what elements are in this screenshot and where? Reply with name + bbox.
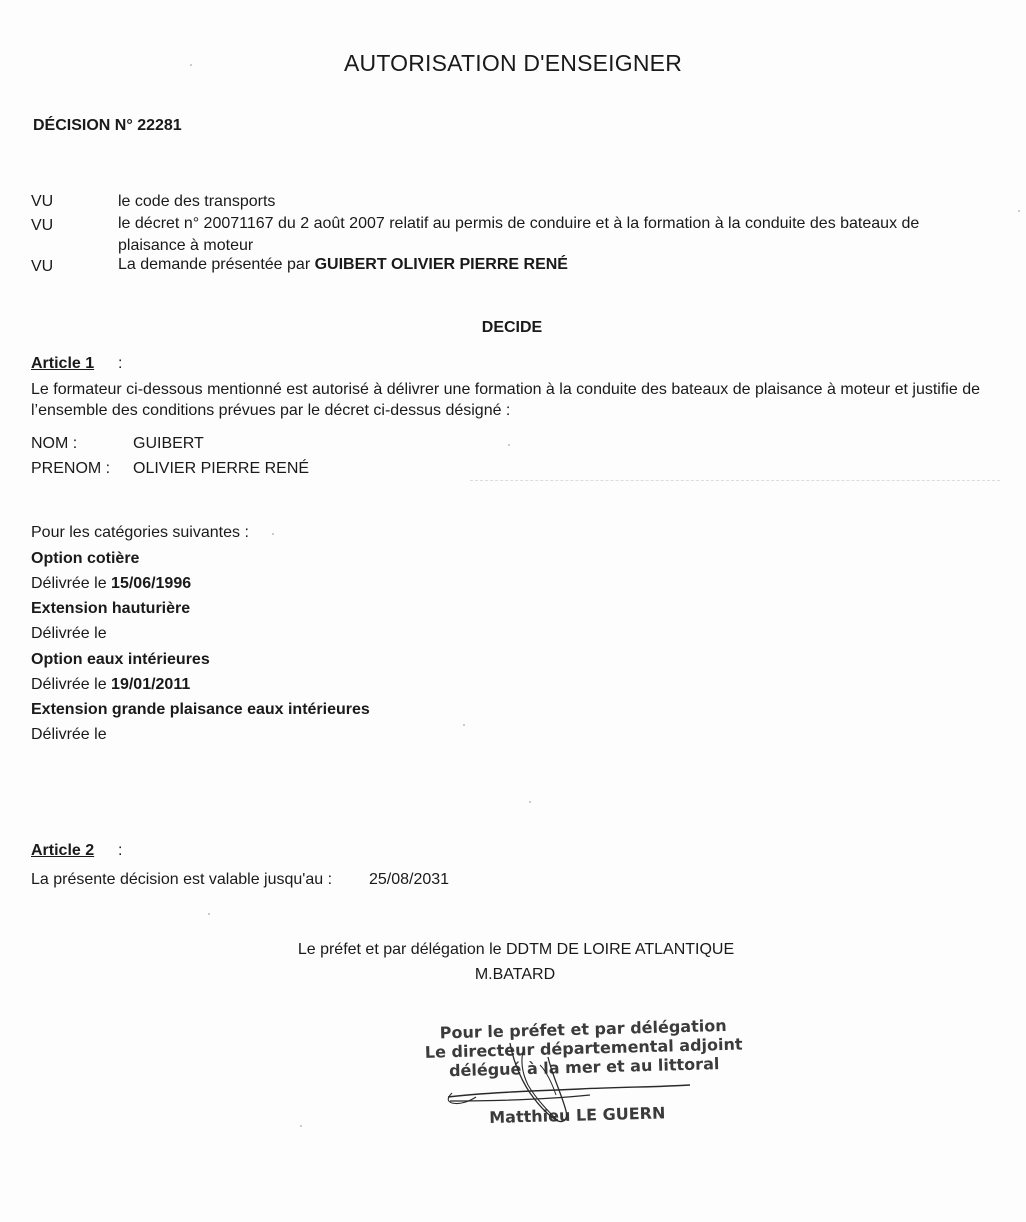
categories-intro: Pour les catégories suivantes : [31, 524, 249, 541]
stamp-line-2: Le directeur départemental adjoint [424, 1034, 743, 1062]
delivered-label: Délivrée le [31, 676, 107, 693]
article-1-label: Article 1 [31, 355, 95, 372]
scan-speck [208, 913, 210, 915]
article-1-colon: : [118, 355, 123, 372]
delivery-date: 19/01/2011 [111, 676, 191, 693]
prenom-value: OLIVIER PIERRE RENÉ [133, 460, 310, 477]
stamp-signatory-name: Matthieu LE GUERN [489, 1103, 666, 1127]
delivered-label: Délivrée le [31, 625, 107, 642]
validity-date: 25/08/2031 [369, 871, 450, 888]
category-name: Option eaux intérieures [31, 651, 210, 668]
stamp-line-1: Pour le préfet et par délégation [439, 1015, 727, 1043]
scan-speck [1018, 210, 1020, 212]
stamp-line-3: délégué à la mer et au littoral [448, 1054, 720, 1081]
scan-speck [463, 724, 465, 726]
signatory-line-2: M.BATARD [474, 966, 556, 983]
article-2-label: Article 2 [31, 842, 95, 859]
vu-text-1: le code des transports [118, 193, 276, 210]
vu-label-2: VU [31, 217, 54, 234]
document-title: AUTORISATION D'ENSEIGNER [343, 50, 683, 76]
delivery-date: 15/06/1996 [111, 575, 192, 592]
category-name: Extension grande plaisance eaux intérieures [31, 701, 370, 718]
scan-speck [272, 533, 274, 535]
nom-value: GUIBERT [133, 435, 204, 452]
category-delivery [31, 726, 107, 744]
article-1-paragraph: Le formateur ci-dessous mentionné est autorisé à délivrer une formation à la conduite des bateaux de plaisance à moteur et justifie de l’ensemble des conditions prévues par le décret ci-dessus désigné : [31, 381, 980, 419]
category-delivery [31, 625, 107, 643]
scan-speck [508, 444, 510, 446]
vu-text-2-line1: le décret n° 20071167 du 2 août 2007 relatif au permis de conduire et à la formation à la conduite des bateaux de [118, 215, 920, 232]
vu-text-2-line2: plaisance à moteur [118, 237, 254, 254]
applicant-name: GUIBERT OLIVIER PIERRE RENÉ [314, 256, 568, 273]
nom-label: NOM : [31, 435, 78, 452]
category-name: Option cotière [31, 550, 140, 567]
article-2-colon: : [118, 842, 123, 859]
prenom-label: PRENOM : [31, 460, 111, 477]
decision-number: DÉCISION N° 22281 [33, 117, 182, 134]
handwritten-signature [440, 1035, 700, 1135]
category-delivery [31, 575, 191, 593]
decide-heading-text: DECIDE [481, 319, 543, 336]
decide-heading [0, 319, 1026, 337]
delivered-label: Délivrée le [31, 726, 107, 743]
vu-text-3 [118, 256, 568, 274]
faint-scan-line [470, 480, 1000, 482]
signatory-line-1: Le préfet et par délégation le DDTM DE LOIRE ATLANTIQUE [297, 941, 735, 958]
scan-speck [529, 801, 531, 803]
vu-label-3: VU [31, 258, 54, 275]
vu-label-1: VU [31, 193, 54, 210]
validity-text: La présente décision est valable jusqu'au : [31, 871, 333, 888]
scan-speck [300, 1125, 302, 1127]
vu-text-3-prefix: La demande présentée par [118, 256, 315, 273]
category-delivery [31, 676, 190, 694]
delivered-label: Délivrée le [31, 575, 107, 592]
scan-speck [190, 64, 192, 66]
category-name: Extension hauturière [31, 600, 191, 617]
